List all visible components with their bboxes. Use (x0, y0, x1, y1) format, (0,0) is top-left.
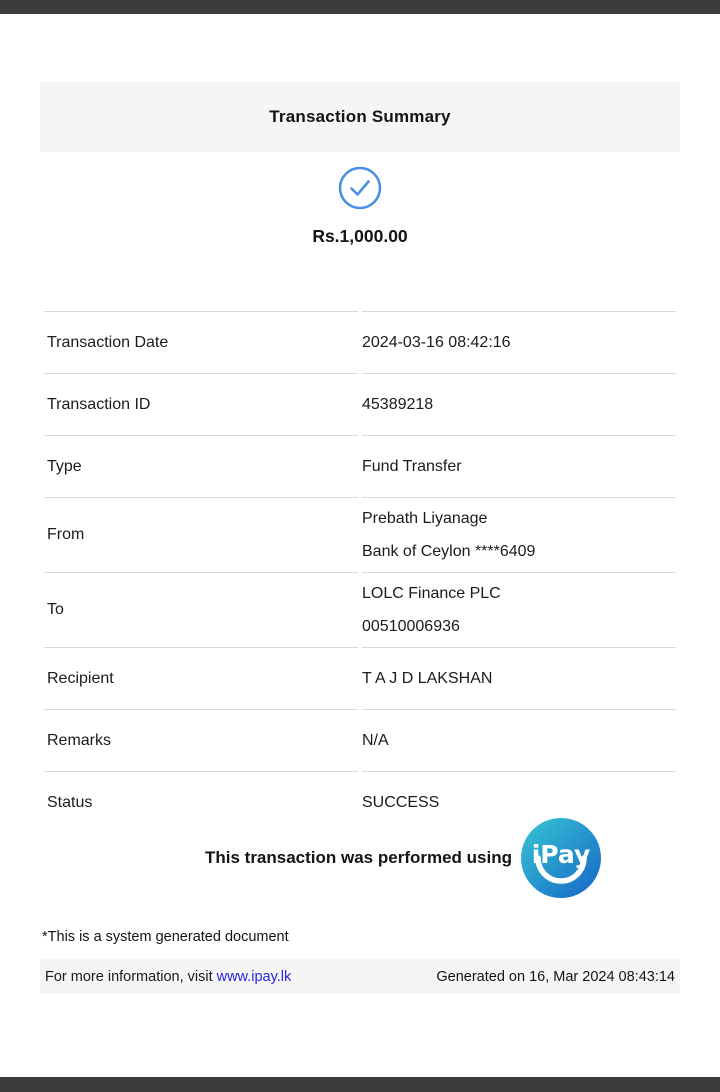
top-letterbox-bar (0, 0, 720, 14)
row-value-line: Prebath Liyanage (362, 510, 488, 527)
footer-info (45, 969, 291, 985)
check-circle-icon (338, 166, 382, 210)
ipay-logo-text: iPay (531, 840, 591, 869)
row-label: From (44, 498, 358, 573)
row-value-line: SUCCESS (362, 794, 440, 811)
row-value-line: 2024-03-16 08:42:16 (362, 334, 511, 351)
transaction-amount: Rs.1,000.00 (312, 226, 408, 246)
row-value-line: Bank of Ceylon ****6409 (362, 543, 536, 560)
row-label: Transaction ID (44, 374, 358, 436)
table-row (44, 498, 676, 573)
row-value-line: T A J D LAKSHAN (362, 670, 493, 687)
generated-timestamp: Generated on 16, Mar 2024 08:43:14 (436, 968, 675, 985)
table-row (44, 648, 676, 710)
page-title: Transaction Summary (269, 107, 451, 126)
row-value (362, 498, 676, 573)
row-value-line: 00510006936 (362, 618, 460, 635)
bottom-letterbox-bar (0, 1077, 720, 1092)
row-value-line: 45389218 (362, 396, 434, 413)
row-label: Status (47, 793, 93, 811)
row-value-line: LOLC Finance PLC (362, 585, 501, 602)
performed-using-text: This transaction was performed using (204, 848, 512, 867)
table-row (44, 573, 676, 648)
table-row (44, 436, 676, 498)
row-value-line: Fund Transfer (362, 458, 462, 475)
row-label: Transaction Date (44, 311, 358, 374)
row-label: Type (44, 436, 358, 498)
success-check (0, 166, 720, 210)
row-label: Recipient (44, 648, 358, 710)
system-generated-note: *This is a system generated document (42, 929, 289, 945)
row-value (362, 710, 676, 772)
table-row (44, 311, 676, 374)
performed-using-row (40, 816, 680, 900)
details-table (40, 311, 680, 833)
row-value (362, 311, 676, 374)
transaction-details (40, 311, 680, 833)
table-row (44, 374, 676, 436)
row-value (362, 648, 676, 710)
footer-bar (40, 959, 680, 994)
ipay-website-link[interactable]: www.ipay.lk (216, 968, 292, 985)
row-label: To (44, 573, 358, 648)
header-bar (40, 82, 680, 152)
row-label: Remarks (44, 710, 358, 772)
details-table-body (44, 311, 676, 833)
row-value (362, 436, 676, 498)
row-value (362, 573, 676, 648)
row-value (362, 374, 676, 436)
row-value-line: N/A (362, 732, 389, 749)
ipay-logo-icon (521, 818, 601, 898)
table-row (44, 710, 676, 772)
footer-info-text: For more information, visit (45, 968, 213, 985)
